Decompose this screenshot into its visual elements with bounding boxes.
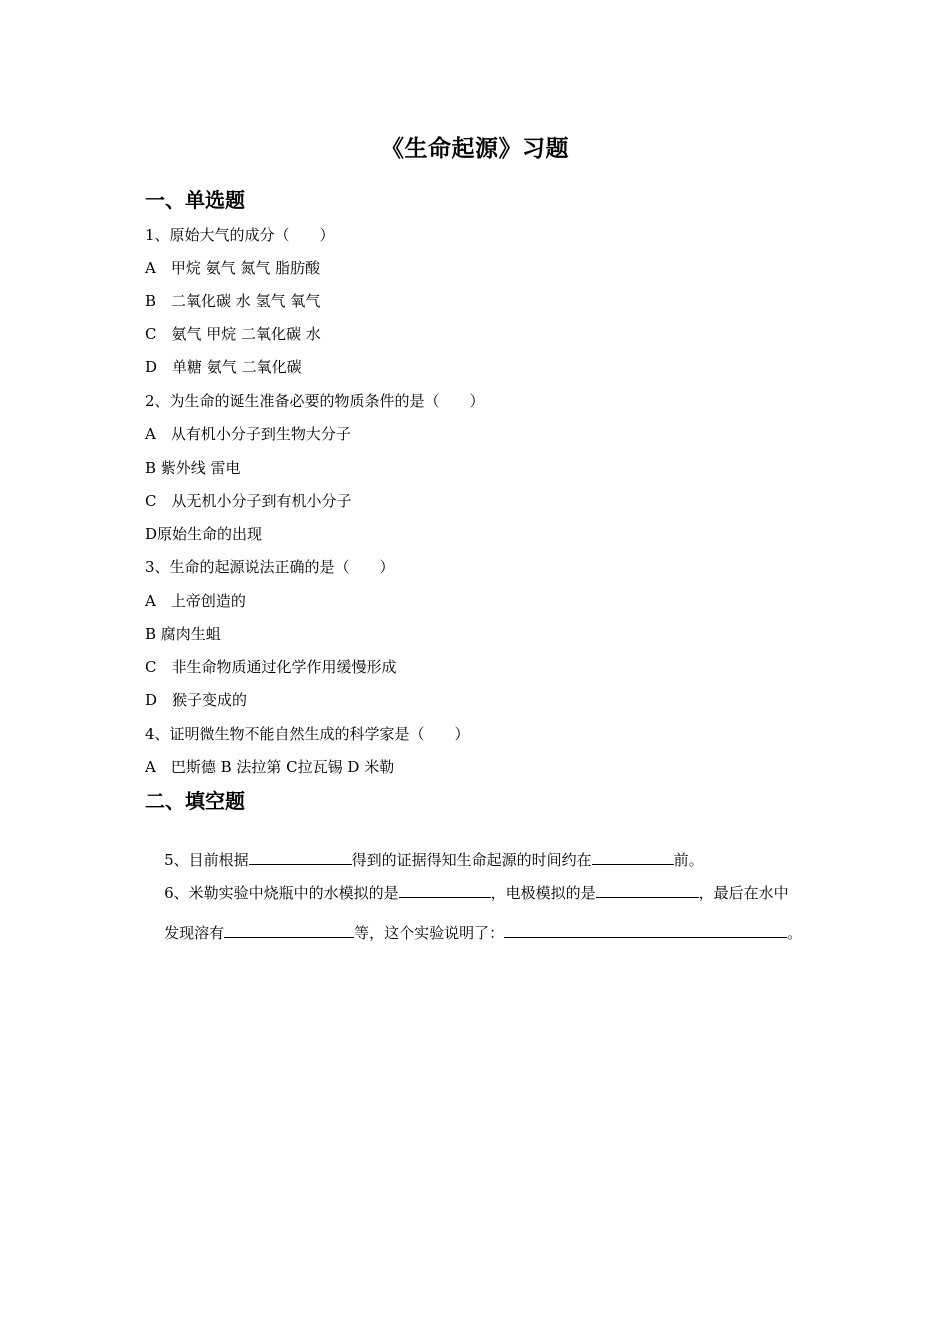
question-3-option-a: A 上帝创造的 <box>145 592 246 610</box>
question-5-text-1: 5、目前根据 <box>164 851 249 869</box>
question-2-stem: 2、为生命的诞生准备必要的物质条件的是（ ） <box>145 392 485 410</box>
question-1-option-a: A 甲烷 氨气 氮气 脂肪酸 <box>145 259 321 277</box>
question-6-line-2 <box>145 899 802 966</box>
question-2-option-d: D原始生命的出现 <box>145 525 263 543</box>
question-2-option-b: B 紫外线 雷电 <box>145 459 241 477</box>
question-6-blank-2[interactable] <box>596 881 699 898</box>
question-3-option-b: B 腐肉生蛆 <box>145 625 221 643</box>
document-title: 《生命起源》习题 <box>381 136 569 162</box>
section-heading-single-choice: 一、单选题 <box>145 188 245 212</box>
question-3-option-c: C 非生命物质通过化学作用缓慢形成 <box>145 658 397 676</box>
question-6-text-2: ，电极模拟的是 <box>490 884 596 902</box>
question-5-text-3: 前。 <box>673 851 704 869</box>
section-heading-fill-blank: 二、填空题 <box>145 789 245 813</box>
question-6-text-4: 发现溶有 <box>164 924 225 942</box>
question-6-blank-1[interactable] <box>399 881 491 898</box>
question-3-option-d: D 猴子变成的 <box>145 691 248 709</box>
question-1-stem: 1、原始大气的成分（ ） <box>145 226 335 244</box>
question-4-options: A 巴斯德 B 法拉第 C拉瓦锡 D 米勒 <box>145 758 395 776</box>
question-2-option-a: A 从有机小分子到生物大分子 <box>145 425 351 443</box>
question-2-option-c: C 从无机小分子到有机小分子 <box>145 492 352 510</box>
question-3-stem: 3、生命的起源说法正确的是（ ） <box>145 558 395 576</box>
question-1-option-d: D 单糖 氨气 二氧化碳 <box>145 358 302 376</box>
question-6-text-5: 等，这个实验说明了： <box>354 924 505 942</box>
question-1-option-c: C 氨气 甲烷 二氧化碳 水 <box>145 325 321 343</box>
question-5-text-2: 得到的证据得知生命起源的时间约在 <box>351 851 592 869</box>
question-6-text-1: 6、米勒实验中烧瓶中的水模拟的是 <box>164 884 399 902</box>
question-4-stem: 4、证明微生物不能自然生成的科学家是（ ） <box>145 725 470 743</box>
question-6-text-3: ，最后在水中 <box>698 884 789 902</box>
question-6-blank-3[interactable] <box>224 921 354 938</box>
question-6-text-6: 。 <box>787 924 803 942</box>
question-6-blank-4[interactable] <box>504 921 787 938</box>
question-1-option-b: B 二氧化碳 水 氢气 氧气 <box>145 292 321 310</box>
